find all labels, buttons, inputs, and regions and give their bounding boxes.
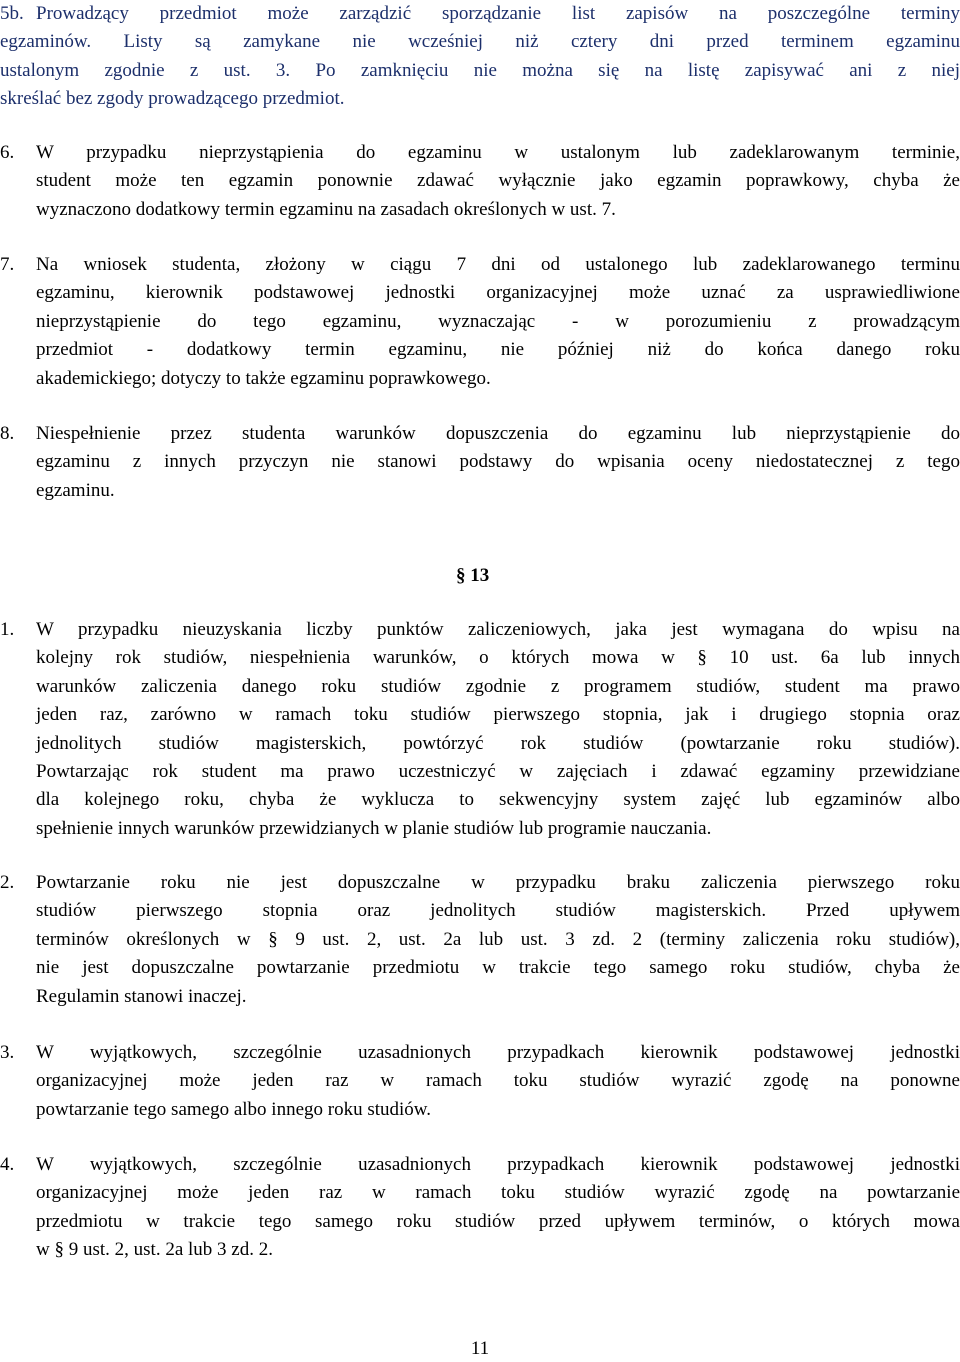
paragraph-line: warunków zaliczenia danego roku studiów zgodnie z programem studiów, student ma prawo xyxy=(36,675,960,697)
section-paragraph-3 xyxy=(0,1039,960,1124)
paragraph-line: przedmiot - dodatkowy termin egzaminu, nie później niż do końca danego roku xyxy=(36,339,960,361)
paragraph-line: nieprzystąpienie do tego egzaminu, wyznaczając - w porozumieniu z prowadzącym xyxy=(36,310,960,332)
paragraph-line: egzaminu z innych przyczyn nie stanowi podstawy do wpisania oceny niedostatecznej z tego xyxy=(36,451,960,473)
paragraph-line: organizacyjnej może jeden raz w ramach toku studiów wyrazić zgodę na ponowne xyxy=(36,1070,960,1092)
paragraph-number: 5b. xyxy=(0,3,24,24)
paragraph-line: Na wniosek studenta, złożony w ciągu 7 dni od ustalonego lub zadeklarowanego terminu xyxy=(36,254,960,275)
paragraph-line: egzaminów. Listy są zamykane nie wcześniej niż cztery dni przed terminem egzaminu xyxy=(0,31,960,53)
paragraph-body xyxy=(36,1039,960,1124)
paragraph-5b xyxy=(0,0,960,114)
paragraph-line: egzaminu, kierownik podstawowej jednostki organizacyjnej może uznać za usprawiedliwione xyxy=(36,282,960,304)
paragraph-number: 8. xyxy=(0,423,15,444)
paragraph-line: Prowadzący przedmiot może zarządzić sporządzanie list zapisów na poszczególne terminy xyxy=(36,3,960,24)
paragraph-number: 3. xyxy=(0,1042,15,1063)
paragraph-line: ustalonym zgodnie z ust. 3. Po zamknięciu nie można się na listę zapisywać ani z niej xyxy=(0,59,960,81)
paragraph-line: Regulamin stanowi inaczej. xyxy=(36,985,247,1007)
paragraph-line: w § 9 ust. 2, ust. 2a lub 3 zd. 2. xyxy=(36,1239,273,1261)
section-paragraph-2 xyxy=(0,869,960,1011)
paragraph-line: akademickiego; dotyczy to także egzaminu poprawkowego. xyxy=(36,367,491,389)
paragraph-line: dla kolejnego roku, chyba że wyklucza to sekwencyjny system zajęć lub egzaminów albo xyxy=(36,789,960,811)
paragraph-line: Powtarzanie roku nie jest dopuszczalne w przypadku braku zaliczenia pierwszego roku xyxy=(36,872,960,893)
paragraph-line: powtarzanie tego samego albo innego roku studiów. xyxy=(36,1098,432,1120)
paragraph-line: skreślać bez zgody prowadzącego przedmiot. xyxy=(0,88,345,110)
paragraph-body xyxy=(36,420,960,505)
paragraph-8 xyxy=(0,420,960,505)
paragraph-number: 7. xyxy=(0,254,15,275)
paragraph-line: terminów określonych w § 9 ust. 2, ust. 2a lub ust. 3 zd. 2 (terminy zaliczenia roku studiów), xyxy=(36,928,960,950)
paragraph-line: przedmiotu w trakcie tego samego roku studiów przed upływem terminów, o których mowa xyxy=(36,1210,960,1232)
section-paragraph-1 xyxy=(0,616,960,843)
paragraph-line: Powtarzając rok student ma prawo uczestniczyć w zajęciach i zdawać egzaminy przewidziane xyxy=(36,761,960,783)
paragraph-line: W wyjątkowych, szczególnie uzasadnionych przypadkach kierownik podstawowej jednostki xyxy=(36,1154,960,1175)
paragraph-line: kolejny rok studiów, niespełnienia warunków, o których mowa w § 10 ust. 6a lub innych xyxy=(36,647,960,669)
section-paragraph-4 xyxy=(0,1151,960,1265)
paragraph-line: jednolitych studiów magisterskich, powtórzyć rok studiów (powtarzanie roku studiów). xyxy=(36,732,960,754)
paragraph-line: egzaminu. xyxy=(36,479,115,501)
paragraph-number: 2. xyxy=(0,872,15,893)
paragraph-line: nie jest dopuszczalne powtarzanie przedmiotu w trakcie tego samego roku studiów, chyba że xyxy=(36,957,960,979)
paragraph-number: 6. xyxy=(0,142,15,163)
paragraph-line: spełnienie innych warunków przewidzianych w planie studiów lub programie nauczania. xyxy=(36,817,712,839)
paragraph-7 xyxy=(0,251,960,393)
paragraph-line: W wyjątkowych, szczególnie uzasadnionych przypadkach kierownik podstawowej jednostki xyxy=(36,1042,960,1063)
paragraph-body xyxy=(36,869,960,1011)
paragraph-line: W przypadku nieuzyskania liczby punktów zaliczeniowych, jaka jest wymagana do wpisu na xyxy=(36,619,960,640)
section-heading: § 13 xyxy=(456,565,490,586)
paragraph-line: jeden raz, zarówno w ramach toku studiów pierwszego stopnia, jak i drugiego stopnia oraz xyxy=(36,704,960,726)
page-number: 11 xyxy=(470,1338,490,1359)
paragraph-line: student może ten egzamin ponownie zdawać wyłącznie jako egzamin poprawkowy, chyba że xyxy=(36,170,960,192)
paragraph-body xyxy=(36,139,960,224)
paragraph-number: 1. xyxy=(0,619,15,640)
paragraph-body xyxy=(36,616,960,843)
paragraph-line: wyznaczono dodatkowy termin egzaminu na zasadach określonych w ust. 7. xyxy=(36,198,616,220)
paragraph-line: organizacyjnej może jeden raz w ramach toku studiów wyrazić zgodę na powtarzanie xyxy=(36,1182,960,1204)
paragraph-line: Niespełnienie przez studenta warunków dopuszczenia do egzaminu lub nieprzystąpienie do xyxy=(36,423,960,444)
paragraph-body xyxy=(36,251,960,393)
paragraph-line: W przypadku nieprzystąpienia do egzaminu w ustalonym lub zadeklarowanym terminie, xyxy=(36,142,960,163)
paragraph-6 xyxy=(0,139,960,224)
paragraph-number: 4. xyxy=(0,1154,15,1175)
paragraph-line: studiów pierwszego stopnia oraz jednolitych studiów magisterskich. Przed upływem xyxy=(36,900,960,922)
paragraph-body xyxy=(36,1151,960,1265)
